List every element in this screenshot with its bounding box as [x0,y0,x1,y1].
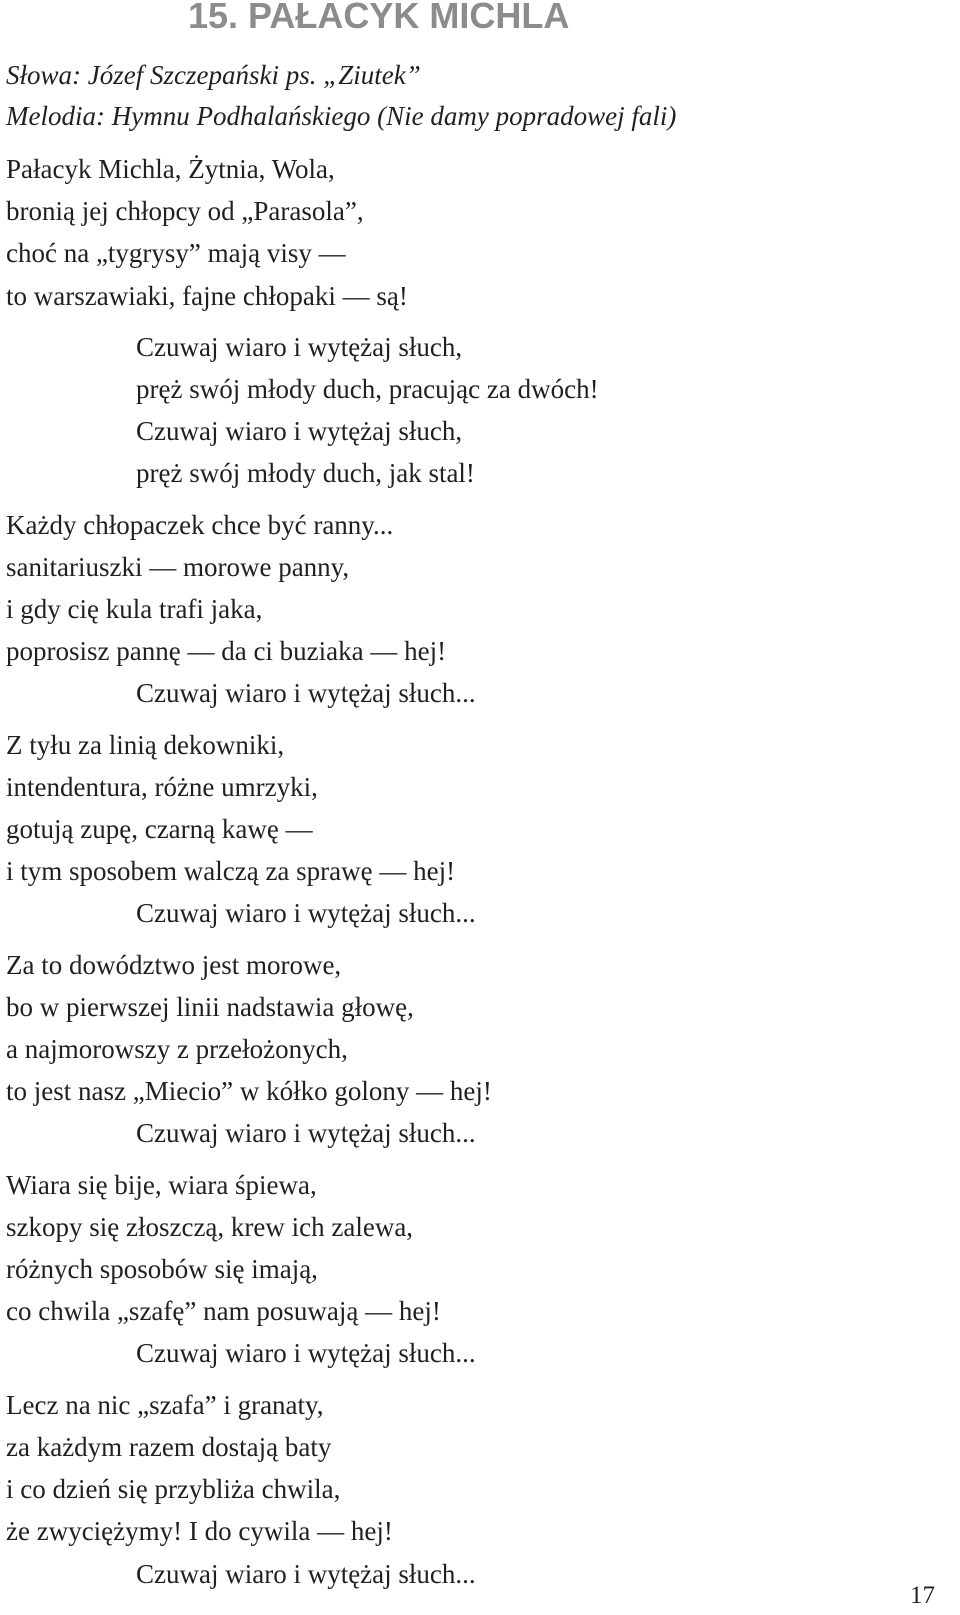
chorus-line: pręż swój młody duch, pracując za dwóch! [136,374,599,405]
verse-line: to warszawiaki, fajne chłopaki — są! [6,280,408,311]
verse-line: to jest nasz „Miecio” w kółko golony — hej! [6,1076,492,1107]
stanza-6 [6,1384,936,1553]
verse-line: choć na „tygrysy” mają visy — [6,238,346,269]
verse-line: Z tyłu za linią dekowniki, [6,729,285,760]
chorus-line: Czuwaj wiaro i wytężaj słuch... [136,1558,476,1589]
verse-line: sanitariuszki — morowe panny, [6,551,350,582]
verse-line: różnych sposobów się imają, [6,1254,318,1285]
verse-line: a najmorowszy z przełożonych, [6,1034,348,1065]
stanza-5 [6,1164,936,1333]
verse-line: Za to dowództwo jest morowe, [6,949,342,980]
stanza-1 [6,148,936,317]
chorus-line: Czuwaj wiaro i wytężaj słuch... [136,1338,476,1369]
song-lyrics [6,148,936,1604]
chorus-full [6,326,936,495]
chorus-line: Czuwaj wiaro i wytężaj słuch... [136,898,476,929]
page-number: 17 [910,1582,935,1609]
verse-line: co chwila „szafę” nam posuwają — hej! [6,1296,441,1327]
melody-source: Melodia: Hymnu Podhalańskiego (Nie damy popradowej fali) [6,101,677,131]
stanza-4 [6,944,936,1113]
verse-line: szkopy się złoszczą, krew ich zalewa, [6,1211,414,1242]
chorus-line: Czuwaj wiaro i wytężaj słuch... [136,1118,476,1149]
verse-line: bo w pierwszej linii nadstawia głowę, [6,991,414,1022]
stanza-2 [6,504,936,673]
chorus-line: pręż swój młody duch, jak stal! [136,458,475,489]
verse-line: że zwyciężymy! I do cywila — hej! [6,1516,393,1547]
chorus-line: Czuwaj wiaro i wytężaj słuch, [136,416,463,447]
verse-line: Pałacyk Michla, Żytnia, Wola, [6,154,335,184]
chorus-refrain [6,1112,936,1154]
song-credits [6,55,676,137]
chorus-refrain [6,1553,936,1595]
verse-line: Wiara się bije, wiara śpiewa, [6,1169,317,1200]
chorus-refrain [6,672,936,714]
verse-line: za każdym razem dostają baty [6,1431,332,1462]
song-title: 15. PAŁACYK MICHLA [188,0,570,36]
verse-line: i gdy cię kula trafi jaka, [6,594,263,625]
verse-line: bronią jej chłopcy od „Parasola”, [6,196,364,227]
lyrics-author: Słowa: Józef Szczepański ps. „Ziutek” [6,60,421,90]
stanza-3 [6,724,936,893]
verse-line: Lecz na nic „szafa” i granaty, [6,1389,324,1420]
chorus-line: Czuwaj wiaro i wytężaj słuch, [136,331,463,362]
verse-line: i tym sposobem walczą za sprawę — hej! [6,856,456,887]
verse-line: poprosisz pannę — da ci buziaka — hej! [6,636,447,667]
verse-line: i co dzień się przybliża chwila, [6,1474,341,1505]
chorus-refrain [6,1332,936,1374]
verse-line: gotują zupę, czarną kawę — [6,814,313,845]
verse-line: Każdy chłopaczek chce być ranny... [6,509,394,540]
chorus-refrain [6,892,936,934]
verse-line: intendentura, różne umrzyki, [6,771,318,802]
chorus-line: Czuwaj wiaro i wytężaj słuch... [136,678,476,709]
